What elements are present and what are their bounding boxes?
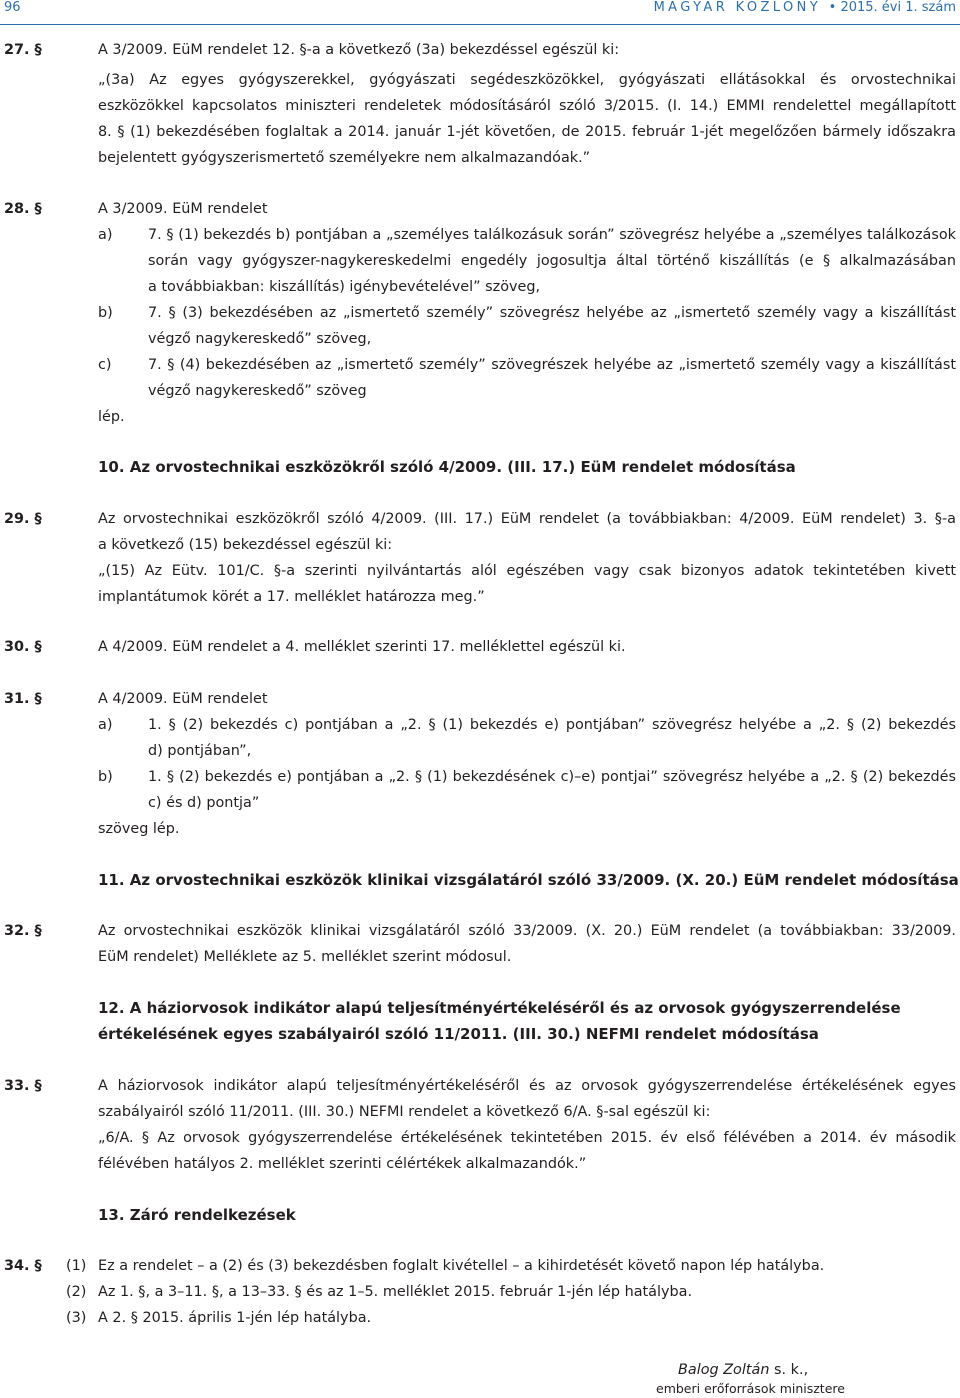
page-header (0, 0, 960, 26)
paragraph-line: félévében hatályos 2. melléklet szerinti célértékek alkalmazandók.” (98, 1156, 587, 1172)
section-heading: 10. Az orvostechnikai eszközökről szóló 4/2009. (III. 17.) EüM rendelet módosítása (98, 458, 796, 476)
paragraph-line: c) és d) pontja” (148, 795, 260, 811)
paragraph-line: szabályairól szóló 11/2011. (III. 30.) NEFMI rendelet a következő 6/A. §-sal egészül ki: (98, 1104, 711, 1120)
section-heading: értékelésének egyes szabályairól szóló 11/2011. (III. 30.) NEFMI rendelet módosítása (98, 1025, 819, 1043)
publication-name: MAGYAR KÖZLÖNY (653, 0, 822, 15)
paragraph-line: Az orvostechnikai eszközökről szóló 4/2009. (III. 17.) EüM rendelet (a továbbiakban: 4/2009. EüM rendelet) 3. §-a (98, 511, 956, 527)
section-heading: 13. Záró rendelkezések (98, 1206, 296, 1224)
section-number: 34. § (4, 1258, 42, 1274)
subsection-label: (1) (66, 1258, 87, 1274)
section-heading: 11. Az orvostechnikai eszközök klinikai vizsgálatáról szóló 33/2009. (X. 20.) EüM rendelet módosítása (98, 871, 959, 889)
page-number: 96 (4, 0, 21, 15)
header-rule (0, 24, 960, 25)
subsection-label: (3) (66, 1310, 87, 1326)
paragraph-line: 7. § (1) bekezdés b) pontjában a „személyes találkozásuk során” szövegrész helyébe a „személyes találkozások (148, 227, 956, 243)
paragraph-line: A 4/2009. EüM rendelet (98, 691, 268, 707)
point-label: a) (98, 227, 113, 243)
section-number: 32. § (4, 923, 42, 939)
signatory-title: emberi erőforrások minisztere (656, 1381, 845, 1396)
paragraph-line: Az 1. §, a 3–11. §, a 13–33. § és az 1–5. melléklet 2015. február 1-jén lép hatályba. (98, 1284, 693, 1300)
section-heading: 12. A háziorvosok indikátor alapú teljesítményértékeléséről és az orvosok gyógyszerrendelése (98, 999, 901, 1017)
paragraph-line: EüM rendelet) Melléklete az 5. melléklet szerint módosul. (98, 949, 512, 965)
point-label: a) (98, 717, 113, 733)
point-label: b) (98, 769, 113, 785)
paragraph-line: végző nagykereskedő” szöveg (148, 383, 367, 399)
signature-suffix: s. k., (769, 1362, 809, 1378)
paragraph-line: végző nagykereskedő” szöveg, (148, 331, 372, 347)
paragraph-line: 7. § (3) bekezdésében az „ismertető személy” szövegrész helyébe az „ismertető személy vagy a kiszállítást (148, 305, 956, 321)
paragraph-line: a következő (15) bekezdéssel egészül ki: (98, 537, 393, 553)
section-number: 29. § (4, 511, 42, 527)
paragraph-line: A 3/2009. EüM rendelet (98, 201, 268, 217)
point-label: c) (98, 357, 112, 373)
paragraph-line: 1. § (2) bekezdés c) pontjában a „2. § (1) bekezdés e) pontjában” szövegrész helyébe a „2. § (2) bekezdés (148, 717, 956, 733)
issue-label: • 2015. évi 1. szám (828, 0, 956, 15)
paragraph-line: eszközökkel kapcsolatos miniszteri rendeletek módosításáról szóló 3/2015. (I. 14.) EMMI rendelettel megállapított (98, 98, 956, 114)
section-number: 30. § (4, 639, 42, 655)
paragraph-line: A 4/2009. EüM rendelet a 4. melléklet szerinti 17. melléklettel egészül ki. (98, 639, 626, 655)
paragraph-line: szöveg lép. (98, 821, 180, 837)
paragraph-line: 8. § (1) bekezdésében foglaltak a 2014. január 1-jét követően, de 2015. február 1-jét megelőzően bármely időszakra (98, 124, 956, 140)
paragraph-line: lép. (98, 409, 125, 425)
paragraph-line: 1. § (2) bekezdés e) pontjában a „2. § (1) bekezdésének c)–e) pontjai” szövegrész helyébe a „2. § (2) bekezdés (148, 769, 956, 785)
paragraph-line: Az orvostechnikai eszközök klinikai vizsgálatáról szóló 33/2009. (X. 20.) EüM rendelet (a továbbiakban: 33/2009. (98, 923, 956, 939)
paragraph-line: „(15) Az Eütv. 101/C. §-a szerinti nyilvántartás alól egészében vagy csak bizonyos adatok tekintetében kivett (98, 563, 956, 579)
paragraph-line: A 3/2009. EüM rendelet 12. §-a a következő (3a) bekezdéssel egészül ki: (98, 42, 620, 58)
publication-title (654, 0, 956, 15)
paragraph-line: A 2. § 2015. április 1-jén lép hatályba. (98, 1310, 372, 1326)
paragraph-line: a továbbiakban: kiszállítás) igénybevételével” szöveg, (148, 279, 541, 295)
signature-line (678, 1360, 808, 1380)
paragraph-line: Ez a rendelet – a (2) és (3) bekezdésben foglalt kivétellel – a kihirdetését követő napon lép hatályba. (98, 1258, 825, 1274)
signatory-name: Balog Zoltán (678, 1362, 770, 1378)
section-number: 31. § (4, 691, 42, 707)
paragraph-line: „6/A. § Az orvosok gyógyszerrendelése értékelésének tekintetében 2015. év első félévében a 2014. év második (98, 1130, 956, 1146)
paragraph-line: „(3a) Az egyes gyógyszerekkel, gyógyászati segédeszközökkel, gyógyászati ellátásokkal és orvostechnikai (98, 72, 956, 88)
subsection-label: (2) (66, 1284, 87, 1300)
paragraph-line: során vagy gyógyszer-nagykereskedelmi engedély jogosultja által történő kiszállítás (e § alkalmazásában (148, 253, 956, 269)
paragraph-line: d) pontjában”, (148, 743, 252, 759)
paragraph-line: bejelentett gyógyszerismertető személyekre nem alkalmazandóak.” (98, 150, 591, 166)
paragraph-line: 7. § (4) bekezdésében az „ismertető személy” szövegrészek helyébe az „ismertető személy vagy a kiszállítást (148, 357, 956, 373)
point-label: b) (98, 305, 113, 321)
paragraph-line: A háziorvosok indikátor alapú teljesítményértékeléséről és az orvosok gyógyszerrendelése értékelésének egyes (98, 1078, 956, 1094)
section-number: 27. § (4, 42, 42, 58)
paragraph-line: implantátumok körét a 17. melléklet határozza meg.” (98, 589, 485, 605)
section-number: 28. § (4, 201, 42, 217)
section-number: 33. § (4, 1078, 42, 1094)
